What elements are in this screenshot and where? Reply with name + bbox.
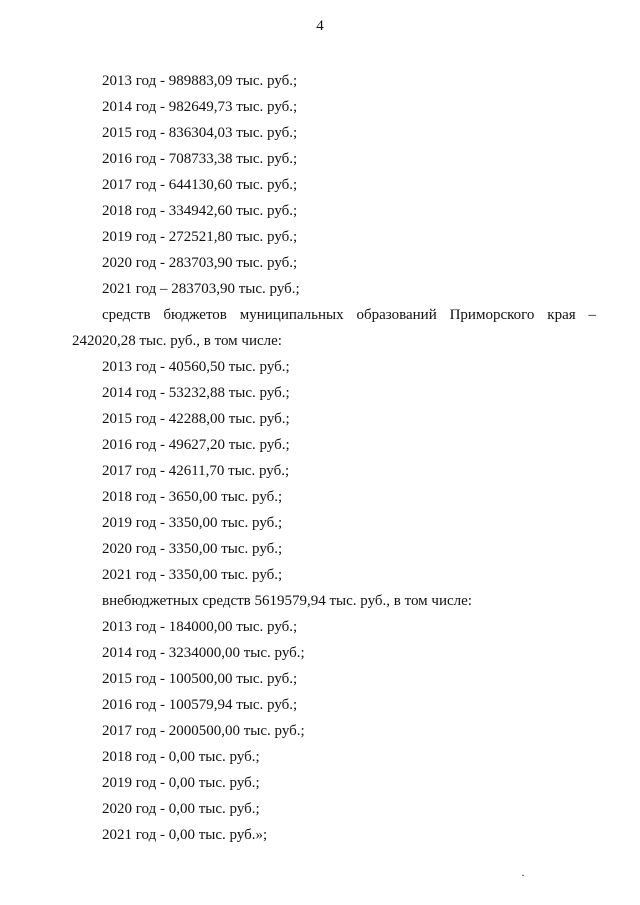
extrabudget-line-2019: 2019 год - 0,00 тыс. руб.; [102, 775, 260, 791]
municipal-budget-paragraph [72, 302, 596, 354]
extrabudget-line-2020: 2020 год - 0,00 тыс. руб.; [102, 801, 260, 817]
extrabudget-line-2013: 2013 год - 184000,00 тыс. руб.; [102, 619, 298, 635]
municipal-budget-line-2: 242020,28 тыс. руб., в том числе: [72, 333, 282, 349]
municipal-budget-line-1: средств бюджетов муниципальных образований Приморского края – [102, 307, 596, 323]
funding-line-2019: 2019 год - 272521,80 тыс. руб.; [102, 229, 298, 245]
municipal-line-2014: 2014 год - 53232,88 тыс. руб.; [102, 385, 290, 401]
funding-line-2018: 2018 год - 334942,60 тыс. руб.; [102, 203, 298, 219]
corner-mark: · [521, 868, 525, 882]
municipal-line-2015: 2015 год - 42288,00 тыс. руб.; [102, 411, 290, 427]
funding-line-2015: 2015 год - 836304,03 тыс. руб.; [102, 125, 298, 141]
municipal-line-2019: 2019 год - 3350,00 тыс. руб.; [102, 515, 283, 531]
page-number: 4 [316, 18, 324, 34]
municipal-line-2016: 2016 год - 49627,20 тыс. руб.; [102, 437, 290, 453]
municipal-line-2020: 2020 год - 3350,00 тыс. руб.; [102, 541, 283, 557]
funding-line-2017: 2017 год - 644130,60 тыс. руб.; [102, 177, 298, 193]
extrabudget-line-2021: 2021 год - 0,00 тыс. руб.»; [102, 827, 268, 843]
funding-line-2013: 2013 год - 989883,09 тыс. руб.; [102, 73, 298, 89]
funding-line-2016: 2016 год - 708733,38 тыс. руб.; [102, 151, 298, 167]
funding-line-2014: 2014 год - 982649,73 тыс. руб.; [102, 99, 298, 115]
document-body [72, 68, 596, 848]
extrabudget-line-2018: 2018 год - 0,00 тыс. руб.; [102, 749, 260, 765]
funding-line-2020: 2020 год - 283703,90 тыс. руб.; [102, 255, 298, 271]
extrabudget-line-2015: 2015 год - 100500,00 тыс. руб.; [102, 671, 298, 687]
funding-line-2021: 2021 год – 283703,90 тыс. руб.; [102, 281, 300, 297]
extrabudget-line-2016: 2016 год - 100579,94 тыс. руб.; [102, 697, 298, 713]
extrabudget-heading: внебюджетных средств 5619579,94 тыс. руб., в том числе: [102, 593, 472, 609]
municipal-line-2018: 2018 год - 3650,00 тыс. руб.; [102, 489, 283, 505]
extrabudget-line-2017: 2017 год - 2000500,00 тыс. руб.; [102, 723, 305, 739]
extrabudget-line-2014: 2014 год - 3234000,00 тыс. руб.; [102, 645, 305, 661]
municipal-line-2013: 2013 год - 40560,50 тыс. руб.; [102, 359, 290, 375]
municipal-line-2021: 2021 год - 3350,00 тыс. руб.; [102, 567, 283, 583]
municipal-line-2017: 2017 год - 42611,70 тыс. руб.; [102, 463, 290, 479]
